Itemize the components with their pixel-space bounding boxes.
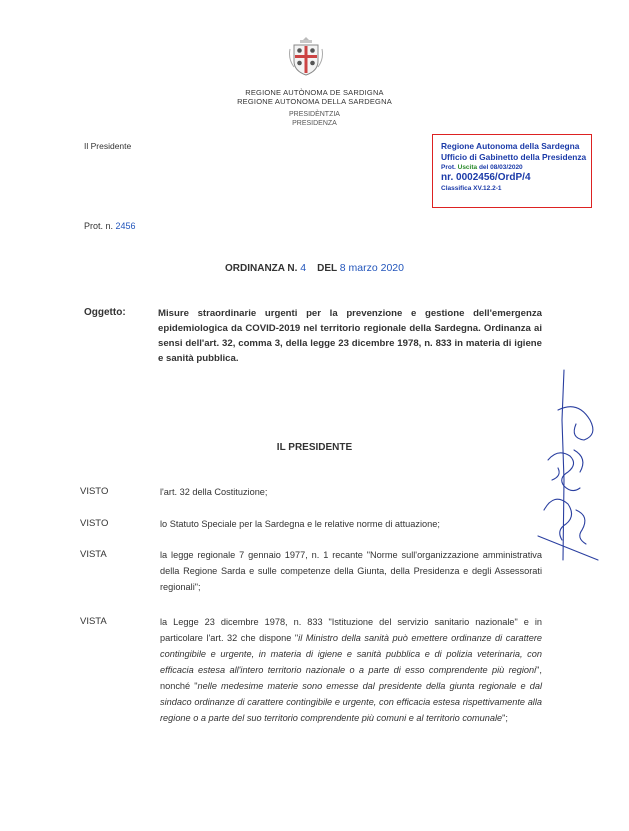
header-line-italian: REGIONE AUTONOMA DELLA SARDEGNA [237, 97, 392, 106]
visto-text-2: lo Statuto Speciale per la Sardegna e le relative norme di attuazione; [160, 519, 440, 529]
protocol-stamp [432, 134, 592, 208]
ordinance-date: 8 marzo 2020 [339, 262, 404, 274]
visto-text-4 [160, 614, 542, 726]
visto-text-3: la legge regionale 7 gennaio 1977, n. 1 recante "Norme sull'organizzazione amministrativa della Regione Sarda e sulle competenze della Giunta, della Presidenza e degli Assessorati regionali"; [160, 550, 542, 592]
stamp-date: del 08/03/2020 [477, 164, 523, 171]
ordinance-number: 4 [300, 262, 307, 274]
section-heading: IL PRESIDENTE [276, 442, 353, 453]
region-coat-of-arms-icon [288, 35, 324, 77]
visto-4-part-c: ", nonché " [160, 665, 542, 691]
ordinance-del-label: DEL [317, 263, 337, 274]
visto-label-4: VISTA [80, 616, 107, 627]
handwritten-signature [518, 360, 618, 570]
visto-text-1: l'art. 32 della Costituzione; [160, 487, 268, 497]
subject-text: Misure straordinarie urgenti per la prevenzione e gestione dell'emergenza epidemiologica da COVID-2019 nel territorio regionale della Sardegna. Ordinanza ai sensi dell'art. 32, comma 3, della legge 23 dicembre 1978, n. 833 in materia di igiene e sanità pubblica. [158, 308, 542, 364]
visto-4-quote-1: il Ministro della sanità può emettere ordinanze di carattere contingibile e urgente, in materia di igiene e sanità pubblica e di polizia veterinaria, con efficacia estesa all'intero territorio nazionale o a parte di esso comprendente più regioni [160, 633, 542, 675]
header-line-sardinian: REGIONE AUTÒNOMA DE SARDIGNA [245, 88, 384, 97]
visto-4-part-a: la Legge 23 dicembre 1978, n. 833 "Istituzione del servizio sanitario nazionale" e in particolare l'art. 32 che dispone " [160, 617, 542, 643]
header-presidentzia: PRESIDÈNTZIA [289, 111, 340, 118]
stamp-number: nr. 0002456/OrdP/4 [441, 172, 531, 183]
visto-label-1: VISTO [80, 486, 109, 497]
office-label: Il Presidente [84, 141, 132, 151]
ordinance-title [0, 262, 629, 274]
stamp-prot: Prot. [441, 164, 458, 171]
ordinance-label: ORDINANZA N. [225, 263, 298, 274]
header-presidenza: PRESIDENZA [292, 120, 337, 127]
stamp-line-date [441, 163, 591, 172]
stamp-line-office: Ufficio di Gabinetto della Presidenza [441, 152, 587, 162]
visto-4-quote-2: nelle medesime materie sono emesse dal presidente della giunta regionale e dal sindaco ordinanze di carattere contingibile e urgente, con efficacia estesa rispettivamente alla regione o a parte del suo territorio comprendente più comuni e al territorio comunale [160, 681, 542, 723]
prot-value: 2456 [115, 221, 136, 231]
stamp-classification: Classifica XV.12.2-1 [441, 185, 502, 192]
stamp-line-region: Regione Autonoma della Sardegna [441, 141, 580, 151]
prot-label: Prot. n. [84, 221, 114, 231]
subject-label: Oggetto: [84, 307, 126, 318]
visto-label-3: VISTA [80, 549, 107, 560]
visto-label-2: VISTO [80, 518, 109, 529]
visto-4-part-e: "; [502, 713, 508, 723]
protocol-number [84, 221, 136, 231]
stamp-uscita: Uscita [457, 164, 478, 171]
